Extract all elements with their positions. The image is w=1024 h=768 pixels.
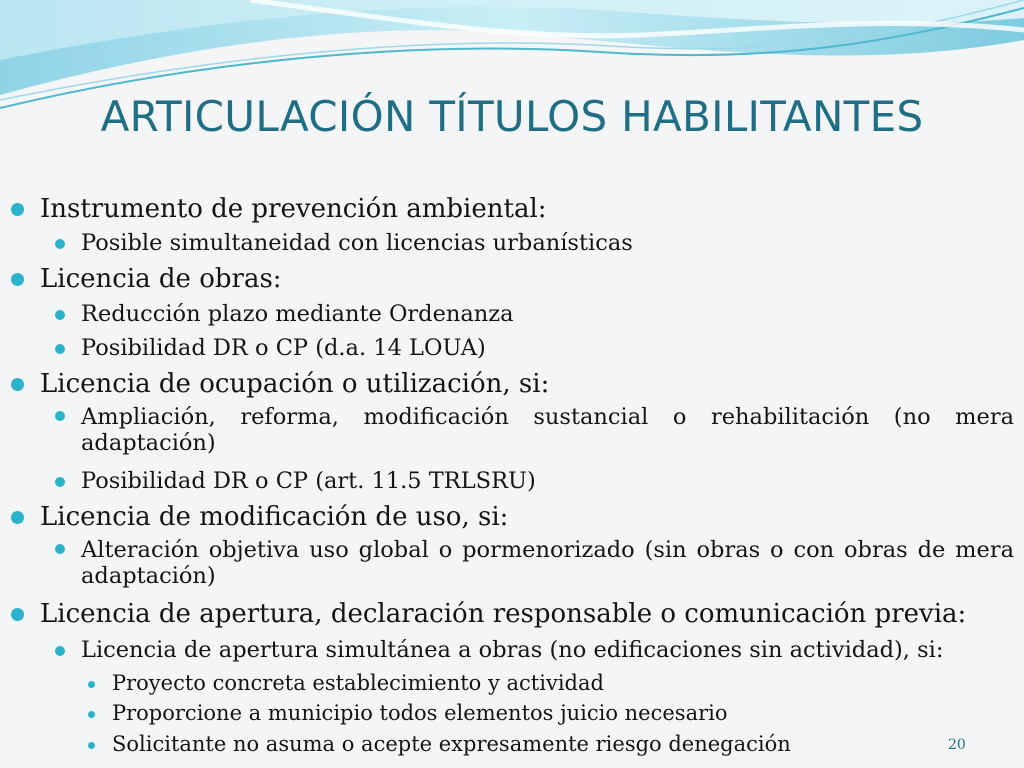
bullet-dot-icon xyxy=(11,203,24,216)
bullet-level1 xyxy=(40,266,1010,292)
bullet-dot-icon xyxy=(55,411,65,421)
bullet-text: Licencia de modificación de uso, si: xyxy=(40,502,509,532)
bullet-dot-icon xyxy=(88,681,95,688)
bullet-level2 xyxy=(81,303,1014,326)
bullet-level1 xyxy=(40,196,1010,222)
bullet-text: Proyecto concreta establecimiento y actividad xyxy=(112,671,604,695)
bullet-text: Ampliación, reforma, modificación sustancial o rehabilitación (no mera adaptación) xyxy=(81,404,1014,456)
bullet-level1 xyxy=(40,371,1010,397)
page-number: 20 xyxy=(948,737,966,753)
bullet-dot-icon xyxy=(88,711,95,718)
bullet-text: Solicitante no asuma o acepte expresamente riesgo denegación xyxy=(112,732,791,756)
bullet-dot-icon xyxy=(11,608,24,621)
bullet-text: Proporcione a municipio todos elementos juicio necesario xyxy=(112,701,728,725)
slide-title: ARTICULACIÓN TÍTULOS HABILITANTES xyxy=(100,92,924,141)
bullet-level1 xyxy=(40,504,1010,530)
bullet-level1 xyxy=(40,601,1010,627)
bullet-level2 xyxy=(81,639,1014,662)
bullet-dot-icon xyxy=(55,646,65,656)
bullet-dot-icon xyxy=(55,239,65,249)
bullet-text: Posibilidad DR o CP (d.a. 14 LOUA) xyxy=(81,335,486,361)
bullet-text: Licencia de obras: xyxy=(40,264,282,294)
bullet-text: Reducción plazo mediante Ordenanza xyxy=(81,301,514,327)
bullet-dot-icon xyxy=(55,310,65,320)
bullet-text: Licencia de ocupación o utilización, si: xyxy=(40,369,550,399)
bullet-dot-icon xyxy=(55,544,65,554)
bullet-level2 xyxy=(81,337,1014,360)
bullet-dot-icon xyxy=(55,344,65,354)
bullet-dot-icon xyxy=(11,273,24,286)
bullet-dot-icon xyxy=(88,742,95,749)
bullet-text: Licencia de apertura simultánea a obras (no edificaciones sin actividad), si: xyxy=(81,637,944,663)
bullet-text: Posibilidad DR o CP (art. 11.5 TRLSRU) xyxy=(81,468,536,494)
bullet-dot-icon xyxy=(11,378,24,391)
bullet-level2 xyxy=(81,537,1014,589)
bullet-dot-icon xyxy=(55,477,65,487)
bullet-level3 xyxy=(112,703,1014,724)
bullet-text: Alteración objetiva uso global o pormenorizado (sin obras o con obras de mera adaptación) xyxy=(81,537,1014,589)
bullet-level2 xyxy=(81,404,1014,456)
bullet-level3 xyxy=(112,734,1014,755)
bullet-text: Licencia de apertura, declaración responsable o comunicación previa: xyxy=(40,599,967,629)
bullet-level2 xyxy=(81,232,1014,255)
bullet-level3 xyxy=(112,673,1014,694)
bullet-text: Instrumento de prevención ambiental: xyxy=(40,194,547,224)
bullet-dot-icon xyxy=(11,511,24,524)
bullet-level2 xyxy=(81,470,1014,493)
bullet-text: Posible simultaneidad con licencias urbanísticas xyxy=(81,230,633,256)
